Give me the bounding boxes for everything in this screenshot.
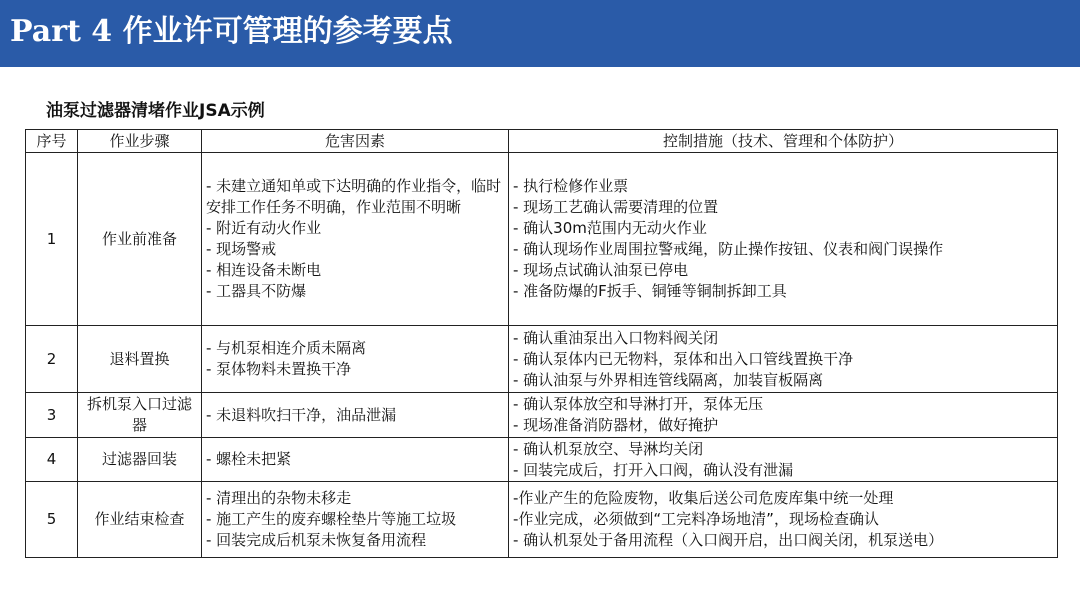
row-controls	[509, 393, 1058, 438]
table-row	[26, 326, 1058, 393]
row-hazards	[202, 393, 509, 438]
row-step: 退料置换	[78, 326, 202, 393]
control-item: - 现场准备消防器材，做好掩护	[513, 416, 719, 434]
control-item: - 确认机泵处于备用流程（入口阀开启，出口阀关闭，机泵送电）	[513, 531, 944, 549]
control-item: - 现场工艺确认需要清理的位置	[513, 198, 719, 216]
hazard-item: - 相连设备未断电	[206, 261, 322, 279]
control-item: - 确认泵体内已无物料，泵体和出入口管线置换干净	[513, 349, 854, 368]
control-item: - 确认30m范围内无动火作业	[513, 219, 707, 237]
column-header-hazards: 危害因素	[202, 130, 509, 153]
row-hazards	[202, 438, 509, 482]
column-header-controls: 控制措施（技术、管理和个体防护）	[509, 130, 1058, 153]
row-seq: 2	[26, 326, 78, 393]
control-item: - 确认机泵放空、导淋均关闭	[513, 439, 704, 458]
control-item: - 确认油泵与外界相连管线隔离，加装盲板隔离	[513, 370, 824, 389]
column-header-step: 作业步骤	[78, 130, 202, 153]
hazard-item: - 现场警戒	[206, 240, 277, 258]
jsa-table	[25, 129, 1058, 558]
control-item: - 回装完成后，打开入口阀，确认没有泄漏	[513, 460, 794, 479]
title-banner	[0, 0, 1080, 67]
row-controls	[509, 326, 1058, 393]
hazard-item: - 施工产生的废弃螺栓垫片等施工垃圾	[206, 510, 457, 528]
control-item: - 确认现场作业周围拉警戒绳，防止操作按钮、仪表和阀门误操作	[513, 240, 944, 258]
row-seq: 5	[26, 482, 78, 558]
hazard-item: - 附近有动火作业	[206, 219, 322, 237]
row-controls	[509, 153, 1058, 326]
row-seq: 4	[26, 438, 78, 482]
row-step: 作业结束检查	[78, 482, 202, 558]
row-step: 作业前准备	[78, 153, 202, 326]
row-hazards	[202, 482, 509, 558]
control-item: - 确认重油泵出入口物料阀关闭	[513, 328, 719, 347]
hazard-item: - 未建立通知单或下达明确的作业指令，临时安排工作任务不明确，作业范围不明晰	[206, 177, 502, 216]
column-header-seq: 序号	[26, 130, 78, 153]
row-step: 过滤器回装	[78, 438, 202, 482]
table-row	[26, 393, 1058, 438]
hazard-item: - 未退料吹扫干净，油品泄漏	[206, 405, 397, 424]
row-hazards	[202, 153, 509, 326]
control-item: - 确认泵体放空和导淋打开，泵体无压	[513, 395, 764, 413]
row-step: 拆机泵入口过滤器	[78, 393, 202, 438]
table-header-row	[26, 130, 1058, 153]
control-item: - 准备防爆的F扳手、铜锤等铜制拆卸工具	[513, 282, 787, 300]
table-row	[26, 153, 1058, 326]
row-controls	[509, 482, 1058, 558]
control-item: -作业完成，必须做到“工完料净场地清”，现场检查确认	[513, 510, 879, 528]
row-hazards	[202, 326, 509, 393]
row-controls	[509, 438, 1058, 482]
row-seq: 3	[26, 393, 78, 438]
hazard-item: - 泵体物料未置换干净	[206, 360, 352, 378]
control-item: -作业产生的危险废物，收集后送公司危废库集中统一处理	[513, 489, 894, 507]
table-row	[26, 482, 1058, 558]
table-row	[26, 438, 1058, 482]
table-caption: 油泵过滤器清堵作业JSA示例	[46, 101, 265, 121]
row-seq: 1	[26, 153, 78, 326]
hazard-item: - 工器具不防爆	[206, 282, 307, 300]
control-item: - 现场点试确认油泵已停电	[513, 261, 689, 279]
page-title: Part 4 作业许可管理的参考要点	[10, 14, 453, 49]
hazard-item: - 螺栓未把紧	[206, 450, 292, 468]
hazard-item: - 回装完成后机泵未恢复备用流程	[206, 531, 427, 549]
control-item: - 执行检修作业票	[513, 177, 629, 195]
hazard-item: - 与机泵相连介质未隔离	[206, 339, 367, 357]
hazard-item: - 清理出的杂物未移走	[206, 489, 352, 507]
